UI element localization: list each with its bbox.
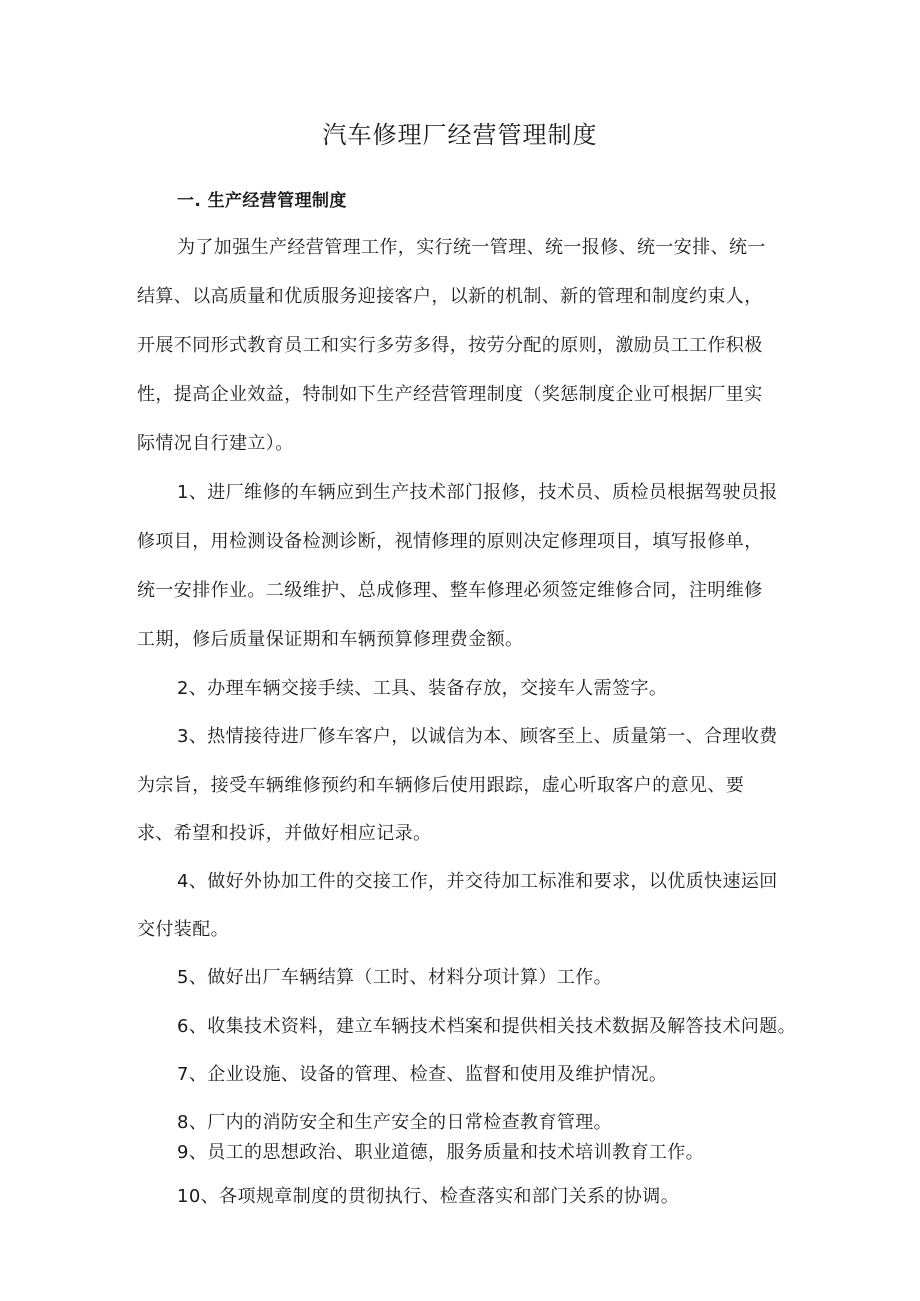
intro-line: 际情况自行建立）。: [137, 433, 294, 454]
item-1-line: 工期，修后质量保证期和车辆预算修理费金额。: [137, 629, 524, 650]
document-title: 汽车修理厂经营管理制度: [322, 121, 598, 149]
item-6: 6、收集技术资料，建立车辆技术档案和提供相关技术数据及解答技术问题。: [177, 1016, 797, 1037]
item-2: 2、办理车辆交接手续、工具、装备存放，交接车人需签字。: [177, 678, 668, 699]
intro-line: 开展不同形式教育员工和实行多劳多得，按劳分配的原则，激励员工工作积极: [137, 335, 763, 356]
item-1-line: 1、进厂维修的车辆应到生产技术部门报修，技术员、质检员根据驾驶员报: [177, 482, 778, 503]
item-5: 5、做好出厂车辆结算（工时、材料分项计算）工作。: [177, 967, 613, 988]
intro-line: 性，提高企业效益，特制如下生产经营管理制度（奖惩制度企业可根据厂里实: [137, 384, 763, 405]
item-3-line: 3、热情接待进厂修车客户，以诚信为本、顾客至上、质量第一、合理收费: [177, 726, 778, 747]
item-3-line: 为宗旨，接受车辆维修预约和车辆修后使用跟踪，虚心听取客户的意见、要: [137, 775, 745, 796]
item-3-line: 求、希望和投诉，并做好相应记录。: [137, 823, 432, 844]
item-1-line: 统一安排作业。二级维护、总成修理、整车修理必须签定维修合同，注明维修: [137, 580, 763, 601]
intro-line: 为了加强生产经营管理工作，实行统一管理、统一报修、统一安排、统一: [177, 237, 766, 258]
item-10: 10、各项规章制度的贯彻执行、检查落实和部门关系的协调。: [177, 1186, 680, 1207]
item-8: 8、厂内的消防安全和生产安全的日常检查教育管理。: [177, 1112, 613, 1133]
item-7: 7、企业设施、设备的管理、检查、监督和使用及维护情况。: [177, 1064, 668, 1085]
section-heading: 一. 生产经营管理制度: [177, 191, 347, 211]
item-4-line: 交付装配。: [137, 919, 229, 940]
item-4-line: 4、做好外协加工件的交接工作，并交待加工标准和要求，以优质快速运回: [177, 871, 778, 892]
intro-line: 结算、以高质量和优质服务迎接客户，以新的机制、新的管理和制度约束人，: [137, 286, 763, 307]
item-9: 9、员工的思想政治、职业道德，服务质量和技术培训教育工作。: [177, 1142, 705, 1163]
item-1-line: 修项目，用检测设备检测诊断，视情修理的原则决定修理项目，填写报修单，: [137, 531, 763, 552]
